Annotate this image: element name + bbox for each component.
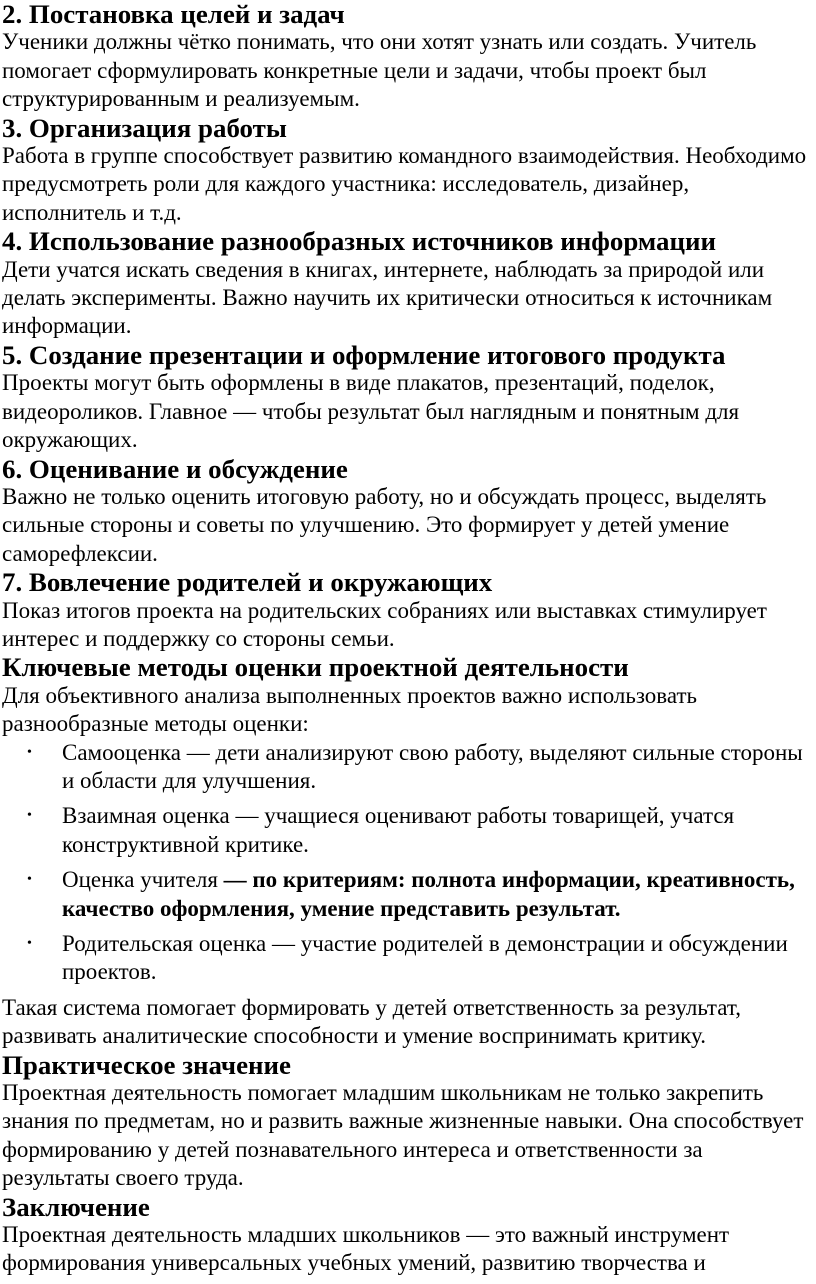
section-3-text: Работа в группе способствует развитию командного взаимодействия. Необходимо предусмотреть роли для каждого участника: исследователь, дизайнер, исполнитель и т.д. [2, 143, 807, 225]
section-7-text: Показ итогов проекта на родительских собраниях или выставках стимулирует интерес и поддержку со стороны семьи. [2, 597, 767, 651]
section-6-text: Важно не только оценить итоговую работу, но и обсуждать процесс, выделять сильные стороны и советы по улучшению. Это формирует у детей умение саморефлексии. [2, 483, 767, 566]
list-item [0, 739, 816, 796]
section-5-heading: 5. Создание презентации и оформление итогового продукта [2, 339, 726, 370]
section-2-text: Ученики должны чётко понимать, что они хотят узнать или создать. Учитель помогает сформулировать конкретные цели и задачи, чтобы проект был структурированным и реализуемым. [2, 29, 757, 112]
list-item-bold-text: — по критериям: полнота информации, креативность, качество оформления, умение представить результат. [62, 867, 795, 921]
bullet-icon: • [27, 808, 32, 824]
bullet-icon: • [27, 872, 32, 888]
section-4-heading: 4. Использование разнообразных источников информации [2, 226, 716, 257]
list-item [0, 866, 816, 923]
list-item-text: Оценка учителя [62, 867, 224, 893]
methods-heading: Ключевые методы оценки проектной деятельности [2, 652, 629, 683]
bullet-icon: • [27, 744, 32, 760]
list-item-text: Взаимная оценка — учащиеся оценивают работы товарищей, учатся конструктивной критике. [62, 803, 735, 857]
section-7-heading: 7. Вовлечение родителей и окружающих [2, 567, 493, 598]
section-2-heading: 2. Постановка целей и задач [2, 0, 345, 29]
list-item-text: Самооценка — дети анализируют свою работу, выделяют сильные стороны и области для улучшения. [62, 739, 803, 793]
methods-outro: Такая система помогает формировать у детей ответственность за результат, развивать аналитические способности и умение воспринимать критику. [2, 994, 741, 1049]
methods-intro: Для объективного анализа выполненных проектов важно использовать разнообразные методы оценки: [2, 682, 698, 737]
list-item [0, 802, 816, 859]
section-6-heading: 6. Оценивание и обсуждение [2, 453, 348, 484]
list-item-text: Родительская оценка — участие родителей в демонстрации и обсуждении проектов. [62, 931, 788, 985]
practical-heading: Практическое значение [2, 1049, 291, 1080]
conclusion-heading: Заключение [2, 1191, 150, 1222]
conclusion-text: Проектная деятельность младших школьников — это важный инструмент формирования универсальных учебных умений, развитию творчества и [2, 1222, 730, 1276]
methods-list [0, 739, 816, 987]
section-5-text: Проекты могут быть оформлены в виде плакатов, презентаций, поделок, видеороликов. Главное — чтобы результат был наглядным и понятным для окружающих. [2, 370, 740, 453]
section-3-heading: 3. Организация работы [2, 112, 287, 143]
list-item [0, 930, 816, 987]
practical-text: Проектная деятельность помогает младшим школьникам не только закрепить знания по предметам, но и развить важные жизненные навыки. Она способствует формированию у детей познавательного интереса и ответственности за результаты своего труда. [2, 1080, 804, 1191]
section-4-text: Дети учатся искать сведения в книгах, интернете, наблюдать за природой или делать эксперименты. Важно научить их критически относиться к источникам информации. [2, 256, 773, 339]
bullet-icon: • [27, 936, 32, 951]
